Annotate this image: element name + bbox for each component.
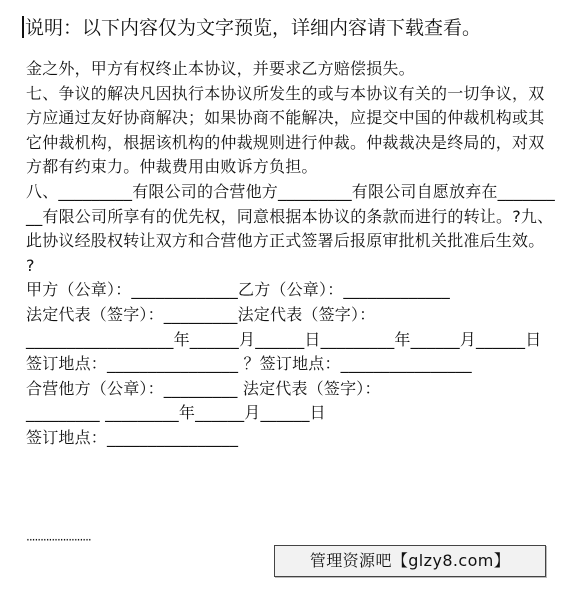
paragraph-marker: ?: [26, 255, 35, 275]
signature-legal-reps: 法定代表（签字）：_________法定代表（签字）：: [26, 304, 376, 324]
signature-joint-date: _________ _________年______月______日: [26, 403, 326, 423]
signature-joint-party: 合营他方（公章）：_________ 法定代表（签字）：: [26, 378, 381, 398]
site-watermark-badge: 管理资源吧【glzy8.com】: [274, 545, 546, 577]
paragraph-termination: 金之外，甲方有权终止本协议，并要求乙方赔偿损失。: [26, 59, 415, 78]
preview-notice-text: 说明：以下内容仅为文字预览，详细内容请下载查看。: [25, 17, 482, 39]
text-cursor: [22, 16, 24, 38]
preview-notice: [22, 14, 481, 42]
ellipsis-dots: ·······················: [26, 533, 91, 547]
signature-party-a-b: 甲方（公章）：_____________乙方（公章）：_____________: [26, 280, 451, 300]
document-body: [26, 57, 556, 451]
signature-dates-places: __________________年______月______日_________年______月______日签订地点：________________ ？签订地点：________________: [26, 329, 542, 374]
signature-joint-place: 签订地点：________________: [26, 427, 239, 447]
paragraph-preemptive-right: 八、_________有限公司的合营他方_________有限公司自愿放弃在_________有限公司所享有的优先权，同意根据本协议的条款而进行的转让。?九、此协议经股权转让双方和合营他方正式签署后报原审批机关批准后生效。: [26, 181, 556, 251]
paragraph-dispute-resolution: 七、争议的解决凡因执行本协议所发生的或与本协议有关的一切争议，双方应通过友好协商解决；如果协商不能解决，应提交中国的仲裁机构或其它仲裁机构，根据该机构的仲裁规则进行仲裁。仲裁裁决是终局的，对双方都有约束力。仲裁费用由败诉方负担。: [26, 83, 545, 177]
